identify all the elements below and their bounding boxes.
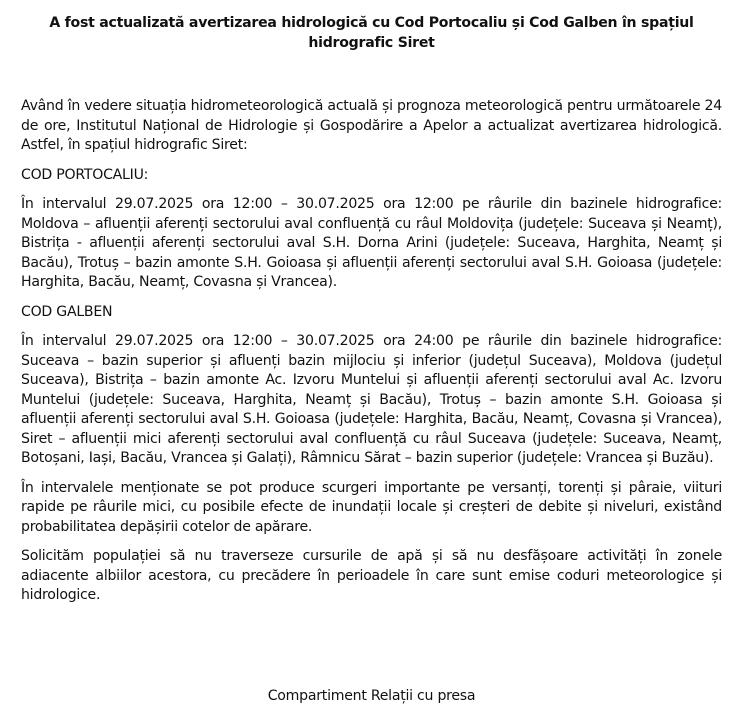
press-release-title: A fost actualizată avertizarea hidrologică cu Cod Portocaliu și Cod Galben în spațiul hidrografic Siret <box>49 15 694 51</box>
advice-paragraph: Solicităm populației să nu traverseze cursurile de apă și să nu desfășoare activități în zonele adiacente albiilor acestora, cu precădere în perioadele în care sunt emise coduri meteorologice și hidrologice. <box>21 548 722 603</box>
signature: Compartiment Relații cu presa <box>267 688 476 704</box>
yellow-code-paragraph: În intervalul 29.07.2025 ora 12:00 – 30.07.2025 ora 24:00 pe râurile din bazinele hidrografice: Suceava – bazin superior și afluenți bazin mijlociu și inferior (județul Suceava), Moldova (județul Suceava), Bistrița – bazin amonte Ac. Izvoru Muntelui și afluenții aferenți sectorului aval Ac. Izvoru Muntelui (județele: Suceava, Harghita, Neamț și Bacău), Trotuș – bazin amonte S.H. Goioasa și afluenții aferenți sectorului aval S.H. Goioasa (județele: Harghita, Bacău, Neamț, Covasna și Vrancea), Siret – afluenții mici aferenți sectorului aval confluență cu râul Suceava (județele: Suceava, Neamț, Botoșani, Iași, Bacău, Vrancea și Galați), Râmnicu Sărat – bazin superior (județele: Vrancea și Buzău). <box>21 333 722 466</box>
effects-paragraph: În intervalele menționate se pot produce scurgeri importante pe versanți, torenți și pâraie, viituri rapide pe râurile mici, cu posibile efecte de inundații locale și creșteri de debite și niveluri, existând probabilitatea depășirii cotelor de apărare. <box>21 479 722 535</box>
orange-code-paragraph: În intervalul 29.07.2025 ora 12:00 – 30.07.2025 ora 12:00 pe râurile din bazinele hidrografice: Moldova – afluenții aferenți sectorului aval confluență cu râul Moldovița (județele: Suceava și Neamț), Bistrița - afluenții aferenți sectorului aval S.H. Dorna Arini (județele: Suceava, Harghita, Neamț și Bacău), Trotuș – bazin amonte S.H. Goioasa și afluenții aferenți sectorului aval S.H. Goioasa (județele: Harghita, Bacău, Neamț, Covasna și Vrancea). <box>21 196 722 290</box>
yellow-code-heading: COD GALBEN <box>21 303 113 320</box>
orange-code-heading: COD PORTOCALIU: <box>21 166 149 183</box>
press-release-body <box>21 97 722 616</box>
intro-paragraph: Având în vedere situația hidrometeorologică actuală și prognoza meteorologică pentru următoarele 24 de ore, Institutul Național de Hidrologie și Gospodărire a Apelor a actualizat avertizarea hidrologică. Astfel, în spațiul hidrografic Siret: <box>21 98 722 153</box>
